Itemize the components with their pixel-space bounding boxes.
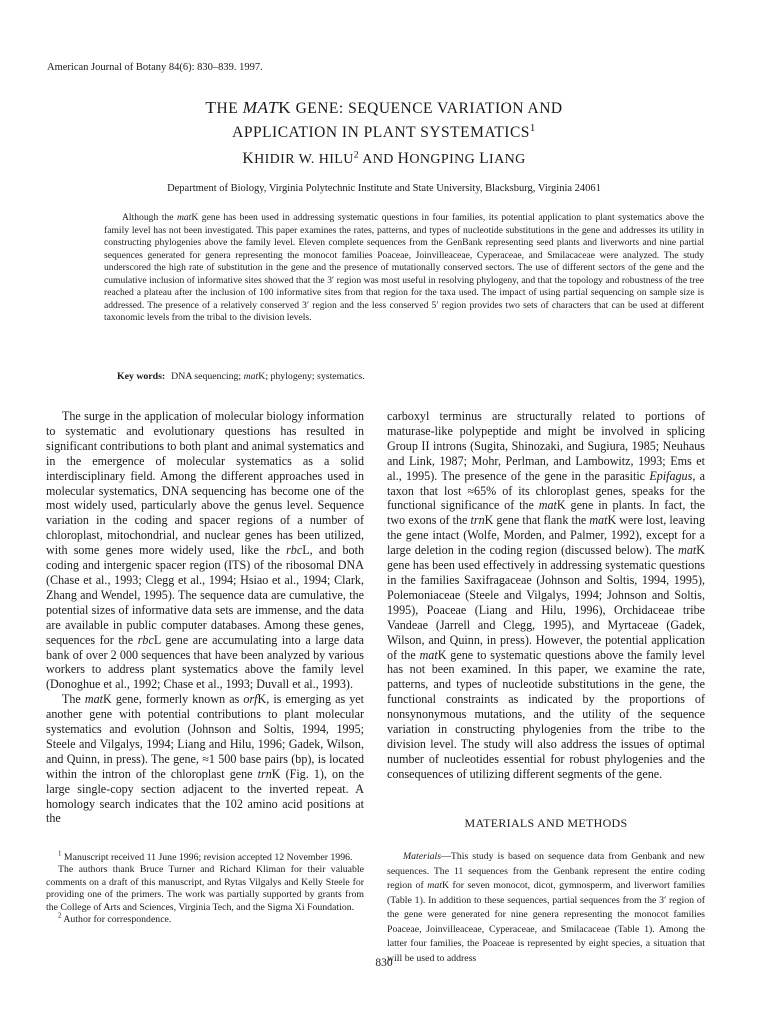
section-heading: MATERIALS AND METHODS xyxy=(464,816,628,830)
footnotes xyxy=(46,852,364,926)
body-column-right xyxy=(387,409,705,782)
article-title xyxy=(0,96,768,145)
journal-citation: American Journal of Botany 84(6): 830–839. 1997. xyxy=(47,62,263,73)
materials-label: Materials xyxy=(403,851,442,862)
body-paragraph: The matK gene, formerly known as orfK, is emerging as yet another gene with potential contributions to plant molecular systematics and evolution (Johnson and Soltis, 1994, 1995; Steele and Vilgalys, 1994; Liang and Hilu, 1996; Gadek, Wilson, and Quinn, in press). The gene, ≈1 500 base pairs (bp), is located within the intron of the chloroplast gene trnK (Fig. 1), on the large single-copy section adjacent to the inverted repeat. A homology search indicates that the 102 amino acid positions at the xyxy=(46,692,365,826)
author-affiliation: Department of Biology, Virginia Polytechnic Institute and State University, Blacksburg, Virginia 24061 xyxy=(167,183,601,194)
footnote: The authors thank Bruce Turner and Richard Kliman for their valuable comments on a draft of this manuscript, and Rytas Vilgalys and Kelly Steele for providing one of the primers. The work was partially supported by grants from the College of Arts and Sciences, Virginia Tech, and the Sigma Xi Foundation. xyxy=(46,864,364,913)
title-line-1: THE MATK GENE: SEQUENCE VARIATION AND xyxy=(205,98,563,117)
keywords: Key words: DNA sequencing; matK; phylogeny; systematics. xyxy=(117,371,365,382)
body-column-left xyxy=(46,409,364,826)
footnote: $^2$ Author for correspondence. xyxy=(58,912,172,926)
page-number: 830 xyxy=(375,957,393,969)
body-paragraph: carboxyl terminus are structurally related to portions of maturase-like polypeptide and might be involved in splicing Group II introns (Sugita, Shinozaki, and Sugiura, 1985; Neuhaus and Link, 1987; Mohr, Perlman, and Lambowitz, 1993; Ems et al., 1995). The presence of the gene in the parasitic Epifagus, a taxon that lost ≈65% of its chloroplast genes, speaks for the functional significance of the matK gene in plants. In fact, the two exons of the trnK gene that flank the matK were lost, leaving the gene intact (Wolfe, Morden, and Palmer, 1992), except for a large deletion in the coding region (discussed below). The matK gene has been used effectively in addressing systematic questions in the families Saxifragaceae (Johnson and Soltis, 1994, 1995), Polemoniaceae (Steele and Vilgalys, 1994; Johnson and Soltis, 1995), Poaceae (Liang and Hilu, 1996), Orchidaceae tribe Vandeae (Jarrell and Clegg, 1995), and Myrtaceae (Gadek, Wilson, and Quinn, in press). However, the potential application of the matK gene to systematic questions above the family level has not been examined. In this paper, we examine the rate, patterns, and types of nucleotide substitutions in the gene, the functional constraints as indicated by the proportions of nonsynonymous mutations, and the utility of the sequence variation in constructing phylogenies from the tribe to the division level. The study will also address the issues of optimal number of nucleotides essential for robust phylogenies and the consequences of utilizing different segments of the gene. xyxy=(387,409,705,781)
title-line-2: APPLICATION IN PLANT SYSTEMATICS$^1$ xyxy=(232,121,536,141)
body-paragraph: The surge in the application of molecular biology information to systematic and evolutionary questions has resulted in significant contributions to both plant and animal systematics and in the emergence of molecular systematics as a solid interdisciplinary field. Among the different approaches used in molecular systematics, DNA sequencing has become one of the most widely used, particularly above the genus level. Sequence variation in the coding and spacer regions of a number of chloroplast, mitochondrial, and nuclear genes has been utilized, with some genes more widely used, like the rbcL, and both coding and intergenic spacer region (ITS) of the ribosomal DNA (Chase et al., 1993; Clegg et al., 1994; Hsiao et al., 1994; Clark, Zhang and Wendel, 1995). The sequence data are cumulative, the potential sizes of informative data sets are immense, and the data are available in public computer databases. Among these genes, sequences for the rbcL gene are accumulating into a large data bank of over 2 000 sequences that have been analyzed by various workers to address plant systematics above the family level (Donoghue et al., 1992; Chase et al., 1993; Duvall et al., 1993). xyxy=(46,409,365,692)
abstract: Although the matK gene has been used in addressing systematic questions in four families, its potential application to plant systematics above the family level has not been investigated. This paper examines the rates, patterns, and types of nucleotide substitutions in the gene and addresses its utility in constructing phylogenies above the family level. Eleven complete sequences from the GenBank representing seed plants and liverworts and nine partial sequences generated for genera representing the monocot families Poaceae, Joinvilleaceae, Cyperaceae, and Smilacaceae were analyzed. The study underscored the high rate of substitution in the gene and the presence of mutationally conserved sectors. The use of different sectors of the gene and the cumulative inclusion of informative sites showed that the 3′ region was most useful in resolving phylogeny, and that the topology and robustness of the tree reached a plateau after the inclusion of 100 informative sites from that region for the taxa used. The impact of using partial sequencing on sample size is addressed. The presence of a relatively conserved 3′ region and the less conserved 5′ region provides two sets of characters that can be used at different taxonomic levels from the tribal to the division levels. xyxy=(104,212,704,323)
author-list: KHIDIR W. HILU$^2$ AND HONGPING LIANG xyxy=(242,149,526,167)
footnote: $^1$ Manuscript received 11 June 1996; revision accepted 12 November 1996. xyxy=(58,850,353,863)
materials-paragraph: Materials—This study is based on sequence data from Genbank and new sequences. The 11 sequences from the Genbank represent the entire coding region of matK for seven monocot, dicot, gymnosperm, and liverwort families (Table 1). In addition to these sequences, partial sequences from the 3′ region of the gene were generated for nine genera representing the monocot families Poaceae, Joinvilleaceae, Cyperaceae, and Smilacaceae (Table 1). Among the latter four families, the Poaceae is represented by eight species, a situation that will be used to address xyxy=(387,851,705,964)
keywords-label: Key words: xyxy=(117,371,166,382)
